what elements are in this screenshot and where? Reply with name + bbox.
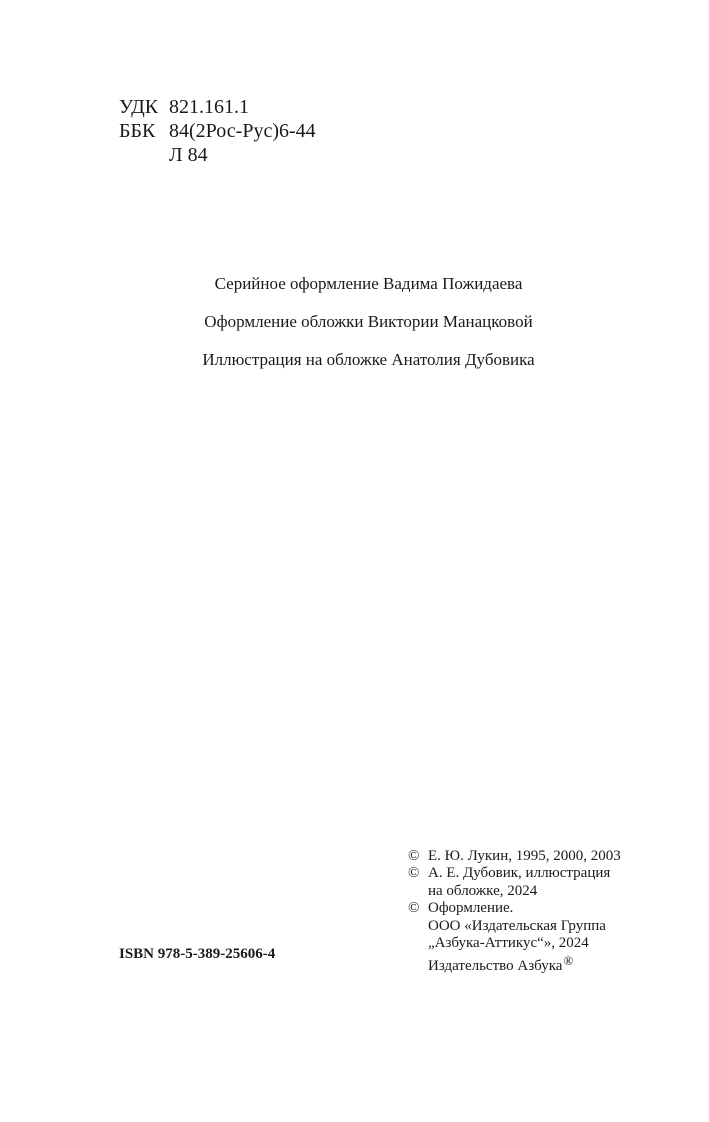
publisher-line — [408, 952, 698, 975]
registered-trademark-icon: ® — [563, 953, 574, 969]
copyright-illustrator-line: на обложке, 2024 — [428, 882, 538, 899]
author-mark-row — [119, 143, 316, 167]
copyright-block — [408, 848, 698, 976]
bbk-value: 84(2Рос-Рус)6-44 — [169, 120, 316, 142]
copyright-design-line: „Азбука-Аттикус“», 2024 — [428, 935, 589, 952]
copyright-design-line: ООО «Издательская Группа — [428, 917, 606, 934]
copyright-design-line: Оформление. — [428, 900, 514, 917]
cover-design-credit: Оформление обложки Виктории Манацковой — [204, 312, 533, 331]
copyright-illustrator-line: А. Е. Дубовик, иллюстрация — [428, 865, 611, 882]
publisher-name: Издательство Азбука — [428, 958, 563, 975]
author-mark: Л 84 — [169, 144, 208, 166]
isbn-number: ISBN 978-5-389-25606-4 — [119, 946, 276, 962]
series-design-credit: Серийное оформление Вадима Пожидаева — [214, 274, 523, 293]
copyright-icon: © — [408, 865, 420, 882]
cover-illustration-credit: Иллюстрация на обложке Анатолия Дубовика — [202, 350, 535, 369]
udk-row — [119, 95, 316, 119]
bbk-label: ББК — [119, 120, 156, 142]
copyright-entry-design — [408, 900, 698, 952]
copyright-author-line: Е. Ю. Лукин, 1995, 2000, 2003 — [428, 848, 621, 864]
copyright-icon: © — [408, 848, 420, 864]
udk-value: 821.161.1 — [169, 96, 249, 118]
copyright-icon: © — [408, 900, 420, 917]
copyright-entry-author — [408, 848, 698, 865]
credits-block — [0, 272, 709, 386]
bbk-row — [119, 119, 316, 143]
classification-block — [119, 95, 316, 167]
copyright-entry-illustrator — [408, 865, 698, 900]
udk-label: УДК — [119, 96, 159, 118]
